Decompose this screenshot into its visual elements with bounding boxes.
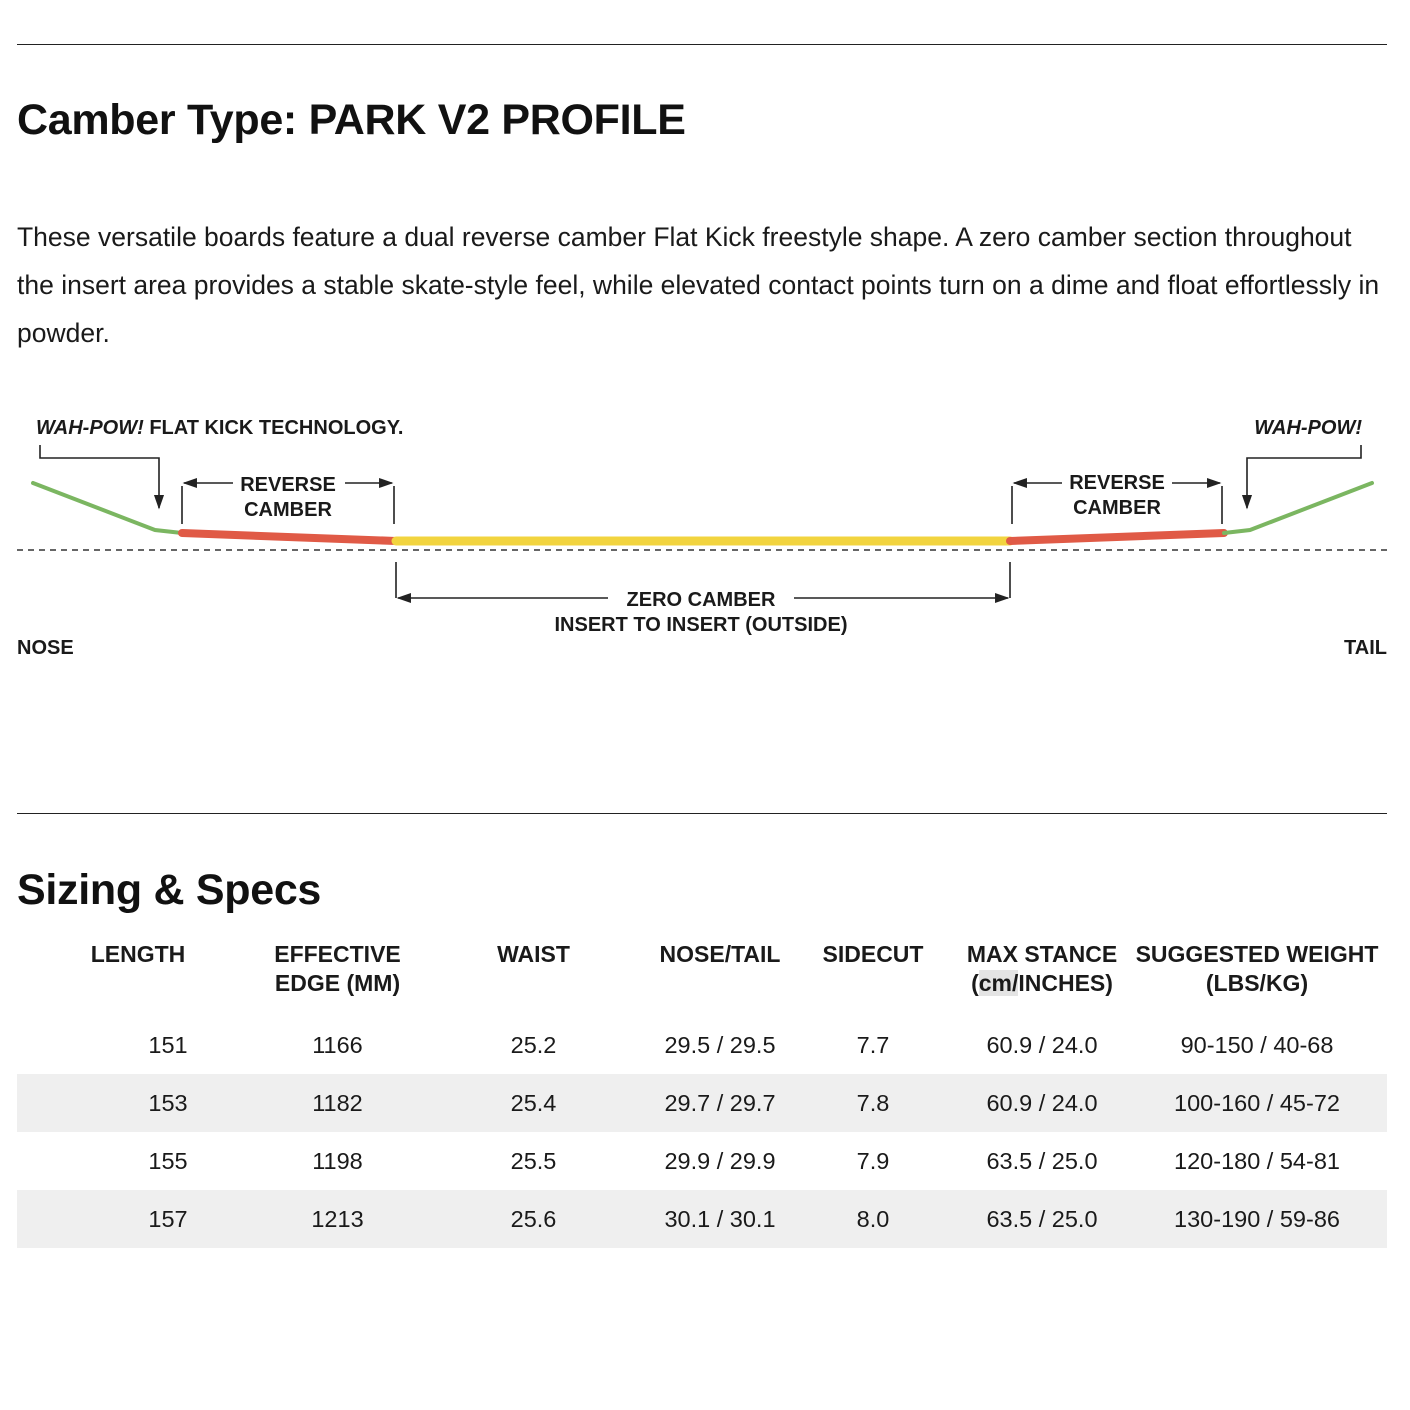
tail-reverse-camber-segment	[1010, 533, 1224, 541]
tail-callout-text: WAH-POW!	[1254, 417, 1362, 439]
table-row	[17, 1132, 1387, 1190]
left-reverse-label-1: REVERSE	[240, 474, 336, 496]
specs-title: Sizing & Specs	[17, 866, 322, 914]
cell-edge: 1198	[312, 1147, 363, 1174]
cell-edge: 1182	[259, 1074, 416, 1132]
camber-description: These versatile boards feature a dual reverse camber Flat Kick freestyle shape. A zero camber section throughout the insert area provides a stable skate-style feel, while elevated contact points turn on a dime and float effortlessly in powder.	[17, 222, 1380, 348]
cell-length: 153	[17, 1074, 259, 1132]
cell-length: 157	[17, 1190, 259, 1248]
zero-camber-label-1: ZERO CAMBER	[626, 589, 776, 611]
nose-callout-rest: FLAT KICK TECHNOLOGY.	[143, 417, 404, 439]
header-max-stance: MAX STANCE (cm/INCHES)	[966, 941, 1118, 996]
cell-waist: 25.6	[416, 1190, 651, 1248]
top-divider	[17, 44, 1387, 45]
cell-weight: 120-180 / 54-81	[1174, 1147, 1340, 1174]
header-length: LENGTH	[90, 941, 186, 967]
table-row	[17, 1190, 1387, 1248]
cell-sidecut: 8.0	[789, 1190, 957, 1248]
header-nose-tail: NOSE/TAIL	[659, 941, 781, 967]
nose-label: NOSE	[17, 637, 74, 659]
nose-callout	[40, 445, 159, 508]
right-reverse-label-2: CAMBER	[1073, 497, 1161, 519]
cell-waist: 25.5	[510, 1147, 557, 1174]
cell-sidecut: 7.8	[789, 1074, 957, 1132]
cell-length: 151	[148, 1031, 188, 1058]
camber-profile-diagram	[0, 400, 1410, 670]
cell-weight: 90-150 / 40-68	[1180, 1031, 1334, 1058]
header-effective-edge: EFFECTIVE EDGE (MM)	[274, 941, 401, 996]
tail-callout	[1247, 445, 1361, 508]
stance-unit-highlight: cm/	[978, 970, 1019, 996]
header-sidecut: SIDECUT	[822, 941, 924, 967]
section-divider	[17, 813, 1387, 814]
right-reverse-label-1: REVERSE	[1069, 472, 1165, 494]
table-row	[17, 1016, 1387, 1074]
cell-stance: 60.9 / 24.0	[957, 1074, 1127, 1132]
cell-stance: 60.9 / 24.0	[986, 1031, 1098, 1058]
cell-sidecut: 7.9	[856, 1147, 890, 1174]
cell-waist: 25.2	[510, 1031, 557, 1058]
zero-camber-label-2: INSERT TO INSERT (OUTSIDE)	[554, 614, 848, 636]
cell-stance: 63.5 / 25.0	[986, 1147, 1098, 1174]
nose-callout-text	[36, 417, 403, 439]
tail-label: TAIL	[1344, 637, 1387, 659]
board-profile	[33, 483, 1372, 541]
left-reverse-label-2: CAMBER	[244, 499, 332, 521]
camber-title: Camber Type: PARK V2 PROFILE	[17, 96, 686, 144]
nose-callout-italic: WAH-POW!	[36, 417, 144, 439]
table-row	[17, 1074, 1387, 1132]
nose-reverse-camber-segment	[182, 533, 396, 541]
cell-nose-tail: 29.7 / 29.7	[651, 1074, 789, 1132]
cell-weight: 100-160 / 45-72	[1127, 1074, 1387, 1132]
cell-weight: 130-190 / 59-86	[1127, 1190, 1387, 1248]
cell-waist: 25.4	[416, 1074, 651, 1132]
cell-sidecut: 7.7	[856, 1031, 890, 1058]
cell-stance: 63.5 / 25.0	[957, 1190, 1127, 1248]
cell-nose-tail: 29.9 / 29.9	[664, 1147, 776, 1174]
specs-table	[17, 934, 1387, 1248]
header-suggested-weight: SUGGESTED WEIGHT (LBS/KG)	[1135, 941, 1379, 996]
cell-length: 155	[148, 1147, 188, 1174]
cell-edge: 1213	[259, 1190, 416, 1248]
cell-edge: 1166	[312, 1031, 363, 1058]
header-waist: WAIST	[497, 941, 570, 967]
specs-header-row	[17, 934, 1387, 1016]
cell-nose-tail: 29.5 / 29.5	[664, 1031, 776, 1058]
cell-nose-tail: 30.1 / 30.1	[651, 1190, 789, 1248]
